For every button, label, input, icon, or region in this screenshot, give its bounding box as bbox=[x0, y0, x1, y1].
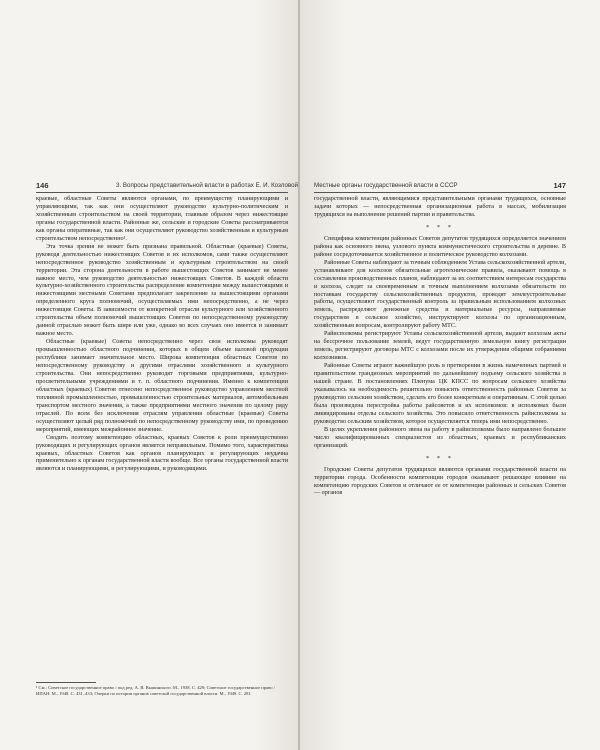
right-page-number: 147 bbox=[553, 181, 566, 190]
left-page-body bbox=[36, 196, 288, 474]
paragraph: Райисполкомы регистрируют Уставы сельскохозяйственной артели, выдают колхозам акты на бессрочное пользование землей, ведут государственную земельную книгу регистрации земель, регистрируют договоры МТС с колхозами после их утверждения общими собраниями колхозников. bbox=[314, 331, 566, 362]
footnote-rule bbox=[36, 682, 96, 683]
right-page-header bbox=[314, 180, 566, 193]
footnotes bbox=[36, 682, 288, 697]
right-page bbox=[300, 0, 600, 750]
footnote: ¹ См.: Советское государственное право / под ред. А. Я. Вышинского. М., 1938. С. 429; Советское государственное право / ИПАН. М., 1948. С. 431–433; Очерки по истории органов советской государственной власти. М., 1949. С. 281. bbox=[36, 685, 275, 696]
paragraph: В целях укрепления районного звена на работу в райисполкомы было направлено большое число квалифицированных специалистов из областных, краевых и республиканских организаций. bbox=[314, 426, 566, 449]
left-running-head: 3. Вопросы представительной власти в работах Е. И. Козловой bbox=[116, 182, 299, 189]
paragraph: Специфика компетенции районных Советов депутатов трудящихся определяется значением района как основного звена, узлового пункта коммунистического строительства в деревне. В районе сосредоточивается хозяйственное и политическое руководство колхозами. bbox=[314, 235, 566, 258]
paragraph: Городские Советы депутатов трудящихся являются органами государственной власти на территории города. Особенности компетенции городов оказывают решающее влияние на компетенцию городских Советов и отличают ее от компетенции районных и сельских Советов — органов bbox=[314, 466, 566, 497]
left-page-header bbox=[36, 180, 299, 193]
right-page-body bbox=[314, 196, 566, 498]
right-running-head: Местные органы государственной власти в СССР bbox=[314, 182, 458, 189]
section-separator: * * * bbox=[426, 454, 454, 462]
paragraph: Эта точка зрения не может быть признана правильной. Областные (краевые) Советы, руководя деятельностью нижестоящих Советов и их исполкомов, сами также осуществляют непосредственное руководство хозяйственным и культурным строительством на своей территории. Эта сторона деятельности в работе вышестоящих Советов занимает не менее важное место, чем руководство деятельностью нижестоящих Советов. В каждой области культурно-хозяйственного строительства распределение компетенции между вышестоящими и нижестоящими местными Советами предполагает закрепление за вышестоящими органами определенного круга полномочий, осуществляемых ими непосредственно, а не через нижестоящие Советы. В зависимости от конкретной отрасли культурного или хозяйственного строительства объем полномочий вышестоящих Советов по непосредственному руководству данной отраслью может быть шире или уже, однако во всех случаях оно имеется и занимает важное место. bbox=[36, 243, 288, 338]
section-separator: * * * bbox=[426, 223, 454, 231]
paragraph: Районные Советы играют важнейшую роль в претворении в жизнь намеченных партией и правительством грандиозных мероприятий по дальнейшему подъему сельского хозяйства в нашей стране. В постановлениях Пленума ЦК КПСС по вопросам сельского хозяйства указывалось на необходимость решительно повысить ответственность районных Советов за руководство сельским хозяйством, сделать его более конкретным и оперативным. С этой целью была произведена перестройка работы райсоветов и их исполкомов: в исполкомах были ликвидированы отделы сельского хозяйства. Это повысило ответственность райисполкома за руководство сельским хозяйством, которое осуществляется теперь ими непосредственно. bbox=[314, 363, 566, 425]
paragraph: государственной власти, являющимися представительными органами трудящихся, основные задачи которых — непосредственная организационная работа в массах, мобилизация трудящихся на выполнение решений партии и правительства. bbox=[314, 196, 566, 218]
paragraph: Сводить поэтому компетенцию областных, краевых Советов к роли преимущественно руководящих и регулирующих органов является неправильным. Помимо того, характеристика краевых, областных Советов как органов планирующих и регулирующих неудачна применительно к органам государственной власти вообще. Все органы государственной власти являются и планирующими, и регулирующими, и руководящими. bbox=[36, 434, 288, 473]
left-page-number: 146 bbox=[36, 181, 49, 190]
paragraph: краевые, областные Советы являются органами, по преимуществу планирующими и управляющими, так как они осуществляют руководство культурно-политическим и хозяйственным строительством на своей территории, главным образом через нижестоящие органы государственной власти. Районные же, сельские и городские Советы рассматриваются как органы оперативные, так как они осуществляют руководство хозяйственным и культурным строительством непосредственно¹. bbox=[36, 196, 288, 242]
paragraph: Областные (краевые) Советы непосредственно через свои исполкомы руководят промышленностью областного подчинения, которых в общем объеме валовой продукции республики занимает значительное место. Широка компетенция областных Советов по непосредственному руководству и другими отраслями хозяйственного и культурного строительства. Они непосредственно руководят торговыми предприятиями, культурно-просветительными учреждениями и т. п. областного подчинения. Именно к компетенции областных (краевых) Советов отнесено непосредственное руководство управлением местной топливной промышленностью, промышленностью строительных материалов, автомобильным транспортом местного значения, а также предприятиями местного значения по целому ряду отраслей. По всем без исключения отраслям управления областные (краевые) Советы осуществляют целый ряд полномочий по непосредственному руководству ими, по проведению мероприятий, имеющих межрайонное значение. bbox=[36, 339, 288, 433]
paragraph: Районные Советы наблюдают за точным соблюдением Устава сельскохозяйственной артели, устанавливают для колхозов обязательные агротехнические правила, оказывают помощь в составлении производственных планов, наблюдают за их соответствием интересам государства и колхоза, следят за своевременным и точным выполнением колхозами обязательств по поставкам государству сельскохозяйственных продуктов, проводят землеустроительные работы, осуществляют государственный контроль за правильным использованием колхозных земель, распределяют денежные средства и материальные ресурсы, направляемые государством в сельское хозяйство, инструктируют колхозы по организационным, хозяйственным вопросам, контролируют работу МТС. bbox=[314, 259, 566, 330]
